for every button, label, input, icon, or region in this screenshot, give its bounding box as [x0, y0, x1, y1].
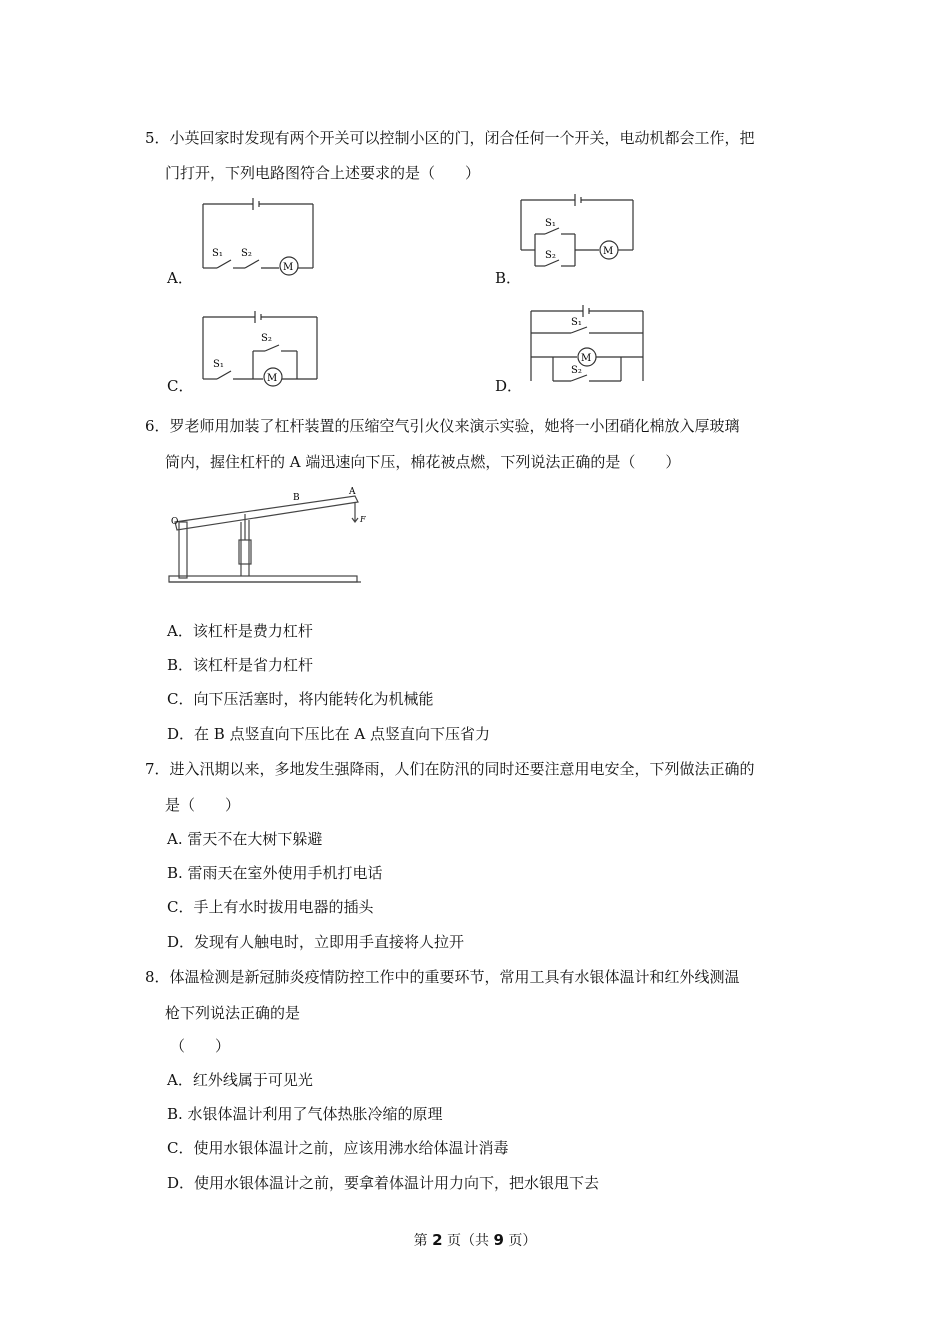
q8-stem-line2: 枪下列说法正确的是	[165, 1004, 301, 1022]
q5-circuit-b	[515, 192, 640, 277]
footer-page-number: 2	[432, 1231, 443, 1249]
footer-middle: 页（共	[442, 1233, 494, 1249]
lever-label-f: F	[360, 515, 366, 524]
s1-label: S₁	[571, 317, 582, 328]
motor-label: M	[581, 353, 592, 364]
q5-stem-line2: 门打开，下列电路图符合上述要求的是（ ）	[165, 164, 481, 182]
lever-label-a: A	[349, 487, 356, 497]
s1-label: S₁	[545, 218, 556, 229]
page-footer	[0, 1230, 950, 1250]
q5-circuit-c	[195, 305, 325, 390]
q5-option-a[interactable]: A．	[167, 269, 193, 287]
q6-stem-line2: 筒内，握住杠杆的 A 端迅速向下压，棉花被点燃，下列说法正确的是（ ）	[165, 453, 681, 471]
q7-stem-line1: 7．进入汛期以来，多地发生强降雨，人们在防汛的同时还要注意用电安全，下列做法正确的	[145, 760, 755, 778]
s2-label: S₂	[545, 250, 556, 261]
motor-label: M	[267, 373, 278, 384]
footer-prefix: 第	[413, 1233, 433, 1249]
footer-suffix: 页）	[503, 1233, 537, 1249]
q7-option-c[interactable]: C．手上有水时拔用电器的插头	[167, 898, 374, 916]
q6-option-d[interactable]: D．在 B 点竖直向下压比在 A 点竖直向下压省力	[167, 725, 490, 743]
q7-stem-line2: 是（ ）	[165, 796, 241, 814]
s1-label: S₁	[212, 248, 223, 259]
q8-option-a[interactable]: A．红外线属于可见光	[167, 1071, 313, 1089]
q5-stem-line1: 5．小英回家时发现有两个开关可以控制小区的门，闭合任何一个开关，电动机都会工作，把	[145, 129, 755, 147]
q5-option-c[interactable]: C．	[167, 377, 194, 395]
lever-label-o: O	[171, 517, 179, 527]
lever-label-b: B	[293, 493, 300, 503]
q7-option-b[interactable]: B. 雷雨天在室外使用手机打电话	[167, 864, 383, 882]
q6-option-a[interactable]: A．该杠杆是费力杠杆	[167, 622, 313, 640]
q8-option-c[interactable]: C．使用水银体温计之前，应该用沸水给体温计消毒	[167, 1139, 509, 1157]
q6-option-c[interactable]: C．向下压活塞时，将内能转化为机械能	[167, 690, 434, 708]
q8-option-b[interactable]: B. 水银体温计利用了气体热胀冷缩的原理	[167, 1105, 443, 1123]
q7-option-a[interactable]: A. 雷天不在大树下躲避	[167, 830, 323, 848]
s1-label: S₁	[213, 359, 224, 370]
q8-stem-line1: 8．体温检测是新冠肺炎疫情防控工作中的重要环节，常用工具有水银体温计和红外线测温	[145, 968, 740, 986]
q7-option-d[interactable]: D．发现有人触电时，立即用手直接将人拉开	[167, 933, 465, 951]
q6-option-b[interactable]: B．该杠杆是省力杠杆	[167, 656, 314, 674]
s2-label: S₂	[241, 248, 252, 259]
q5-circuit-a	[195, 192, 320, 277]
s2-label: S₂	[571, 365, 582, 376]
q5-circuit-d	[525, 303, 650, 388]
lever-apparatus-figure	[165, 484, 365, 589]
q5-option-b[interactable]: B．	[495, 269, 522, 287]
motor-label: M	[603, 246, 614, 257]
footer-total-pages: 9	[493, 1231, 504, 1249]
q8-stem-line3: （ ）	[170, 1037, 231, 1055]
q8-option-d[interactable]: D．使用水银体温计之前，要拿着体温计用力向下，把水银甩下去	[167, 1174, 600, 1192]
s2-label: S₂	[261, 333, 272, 344]
q5-option-d[interactable]: D．	[495, 377, 523, 395]
q6-stem-line1: 6．罗老师用加装了杠杆装置的压缩空气引火仪来演示实验，她将一小团硝化棉放入厚玻璃	[145, 417, 740, 435]
motor-label: M	[283, 262, 294, 273]
